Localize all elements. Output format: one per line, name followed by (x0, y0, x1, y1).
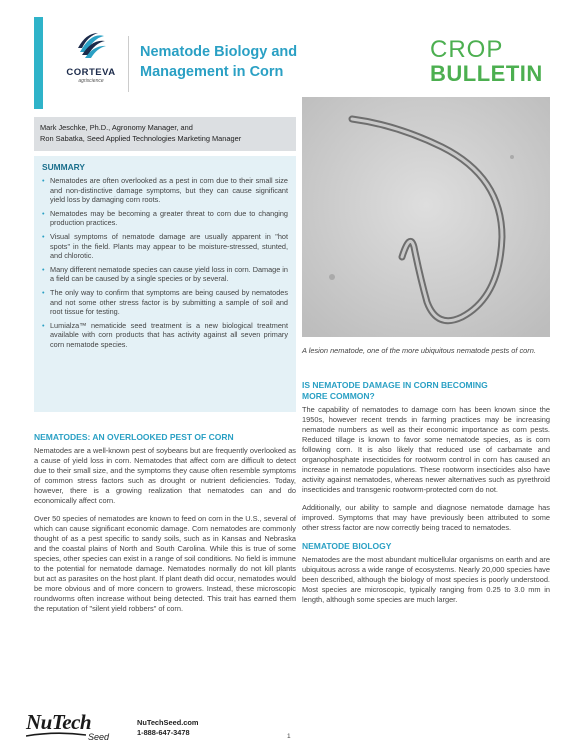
summary-item: • Visual symptoms of nematode damage are usually apparent in "hot spots" in the field. Plants may appear to be moisture-stressed, stunted, and chlorotic. (42, 232, 288, 261)
header (0, 0, 578, 107)
nutech-wordmark: NuTech (26, 710, 92, 734)
heading-line-2: MORE COMMON? (302, 391, 375, 401)
accent-bar (34, 17, 43, 109)
paragraph: Nematodes are the most abundant multicellular organisms on earth and are ubiquitous across a wide range of ecosystems. Nearly 20,000 species have been described, although the biology of most species is poorly understood. Most species are microscopic, typically ranging from 0.25 to 3.0 mm in length, although some species are much larger. (302, 555, 550, 604)
brand-sub: agriscience (78, 78, 104, 84)
page-number: 1 (287, 733, 291, 740)
page-title (140, 42, 350, 82)
paragraph: Nematodes are a well-known pest of soybeans but are frequently overlooked as a cause of yield loss in corn. Nematodes that affect corn are difficult to detect due to their small size, and the symptoms they cause often resemble symptoms of common stress factors such as drought or nutrient deficiencies. Today, however, there is a growing realization that nematodes can and do economically affect corn. (34, 446, 296, 505)
section-heading-overlooked: NEMATODES: AN OVERLOOKED PEST OF CORN (34, 432, 234, 442)
summary-item: • Many different nematode species can cause yield loss in corn. Damage in a field can be caused by a single species or by several. (42, 265, 288, 284)
summary-list (42, 176, 288, 350)
bulletin-label: BULLETIN (430, 61, 543, 86)
section-heading-biology: NEMATODE BIOLOGY (302, 541, 392, 551)
corteva-logo-icon (72, 30, 110, 60)
summary-item: • Nematodes may be becoming a greater threat to corn due to changing production practices. (42, 209, 288, 228)
footer-phone: 1-888-647-3478 (137, 728, 190, 737)
title-line-1: Nematode Biology and (140, 44, 298, 60)
photo-caption: A lesion nematode, one of the more ubiquitous nematode pests of corn. (302, 346, 536, 355)
paragraph: Additionally, our ability to sample and diagnose nematode damage has improved. Symptoms that may have previously been attributed to some other stress factor are now correctly being traced to nematodes. (302, 503, 550, 532)
corteva-logo (52, 30, 130, 92)
swoosh-icon (26, 732, 86, 738)
brand-name: CORTEVA (66, 67, 116, 78)
heading-line-1: IS NEMATODE DAMAGE IN CORN BECOMING (302, 380, 488, 390)
author-line-2: Ron Sabatka, Seed Applied Technologies Marketing Manager (40, 134, 242, 143)
right-column (302, 380, 550, 605)
summary-box (34, 156, 296, 412)
author-line-1: Mark Jeschke, Ph.D., Agronomy Manager, and (40, 123, 193, 132)
summary-item: • Nematodes are often overlooked as a pest in corn due to their small size and non-distinctive damage symptoms, but they can cause significant yield loss by damaging corn roots. (42, 176, 288, 205)
section-heading-more-common (302, 380, 550, 402)
paragraph: Over 50 species of nematodes are known to feed on corn in the U.S., several of which can cause significant economic damage. Corn nematodes are commonly thought of as a pest specific to sandy soils, such as in Kansas and Nebraska and the coastal plains of North and South Carolina. While this is true of some species, other species can exist in a range of soil conditions. No field is immune to the potential for nematode damage. Nematodes normally do not kill plants but act as parasites on the host plant. If plant death did occur, nematodes would be more obvious and of more concern to growers. Instead, these microscopic roundworms often increase without being detected. This trait has earned them the reputation of "silent yield robbers" of corn. (34, 514, 296, 613)
header-divider (128, 36, 129, 92)
summary-item: • The only way to confirm that symptoms are being caused by nematodes and not some other stress factor is by submitting a sample of soil and root tissue for testing. (42, 288, 288, 317)
crop-label: CROP (430, 36, 504, 63)
nutech-logo (26, 710, 126, 746)
paragraph: The capability of nematodes to damage corn has been known since the 1950s, however recent trends in farming practices may be increasing nematode numbers as well as their economic importance as corn pests. Reduced tillage is known to favor some nematode species, as is corn following corn. It is also likely that reduced use of carbamate and organophosphate insecticides for rootworm control in corn has caused an increase in nematode populations. These rootworm insecticides also have activity against nematodes, whereas newer alternatives such as pyrethroid insecticides and transgenic rootworm-protected corn do not. (302, 405, 550, 494)
summary-item: • Lumialza™ nematicide seed treatment is a new biological treatment available with corn products that has activity against all seven primary corn nematode species. (42, 321, 288, 350)
title-line-2: Management in Corn (140, 64, 284, 80)
left-column (34, 432, 296, 614)
nematode-image (302, 97, 550, 337)
summary-heading: SUMMARY (42, 162, 85, 172)
nutech-seed-label: Seed (88, 732, 110, 742)
author-box (34, 117, 296, 151)
footer-website[interactable]: NuTechSeed.com (137, 718, 199, 727)
footer-contact (137, 718, 198, 738)
nematode-photo (302, 97, 550, 337)
